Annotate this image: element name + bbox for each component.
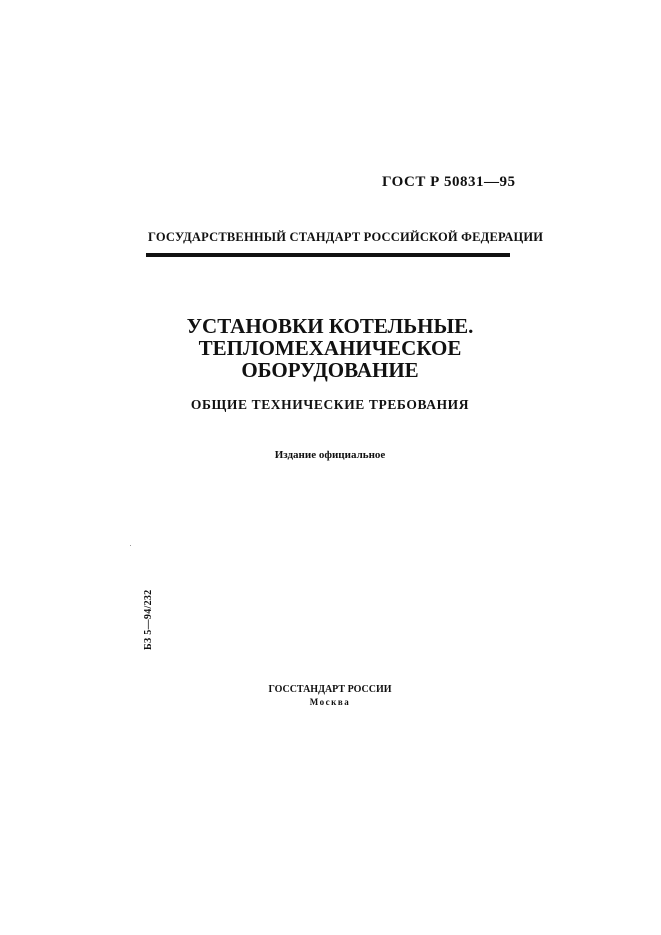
scan-speck — [130, 545, 131, 546]
standard-header: ГОСУДАРСТВЕННЫЙ СТАНДАРТ РОССИЙСКОЙ ФЕДЕРАЦИИ — [148, 230, 544, 244]
publisher-block — [200, 684, 460, 708]
document-title — [120, 315, 540, 381]
header-divider — [146, 253, 510, 257]
title-line-1: УСТАНОВКИ КОТЕЛЬНЫЕ. — [186, 314, 474, 338]
title-line-2: ТЕПЛОМЕХАНИЧЕСКОЕ — [198, 336, 462, 360]
side-catalog-code: БЗ 5—94/232 — [143, 589, 154, 650]
publisher-name: ГОССТАНДАРТ РОССИИ — [268, 684, 392, 695]
edition-note: Издание официальное — [274, 449, 386, 461]
title-line-3: ОБОРУДОВАНИЕ — [241, 358, 419, 382]
publisher-city: Москва — [309, 697, 351, 707]
document-subtitle: ОБЩИЕ ТЕХНИЧЕСКИЕ ТРЕБОВАНИЯ — [190, 397, 470, 412]
standard-number: ГОСТ Р 50831—95 — [382, 174, 516, 190]
